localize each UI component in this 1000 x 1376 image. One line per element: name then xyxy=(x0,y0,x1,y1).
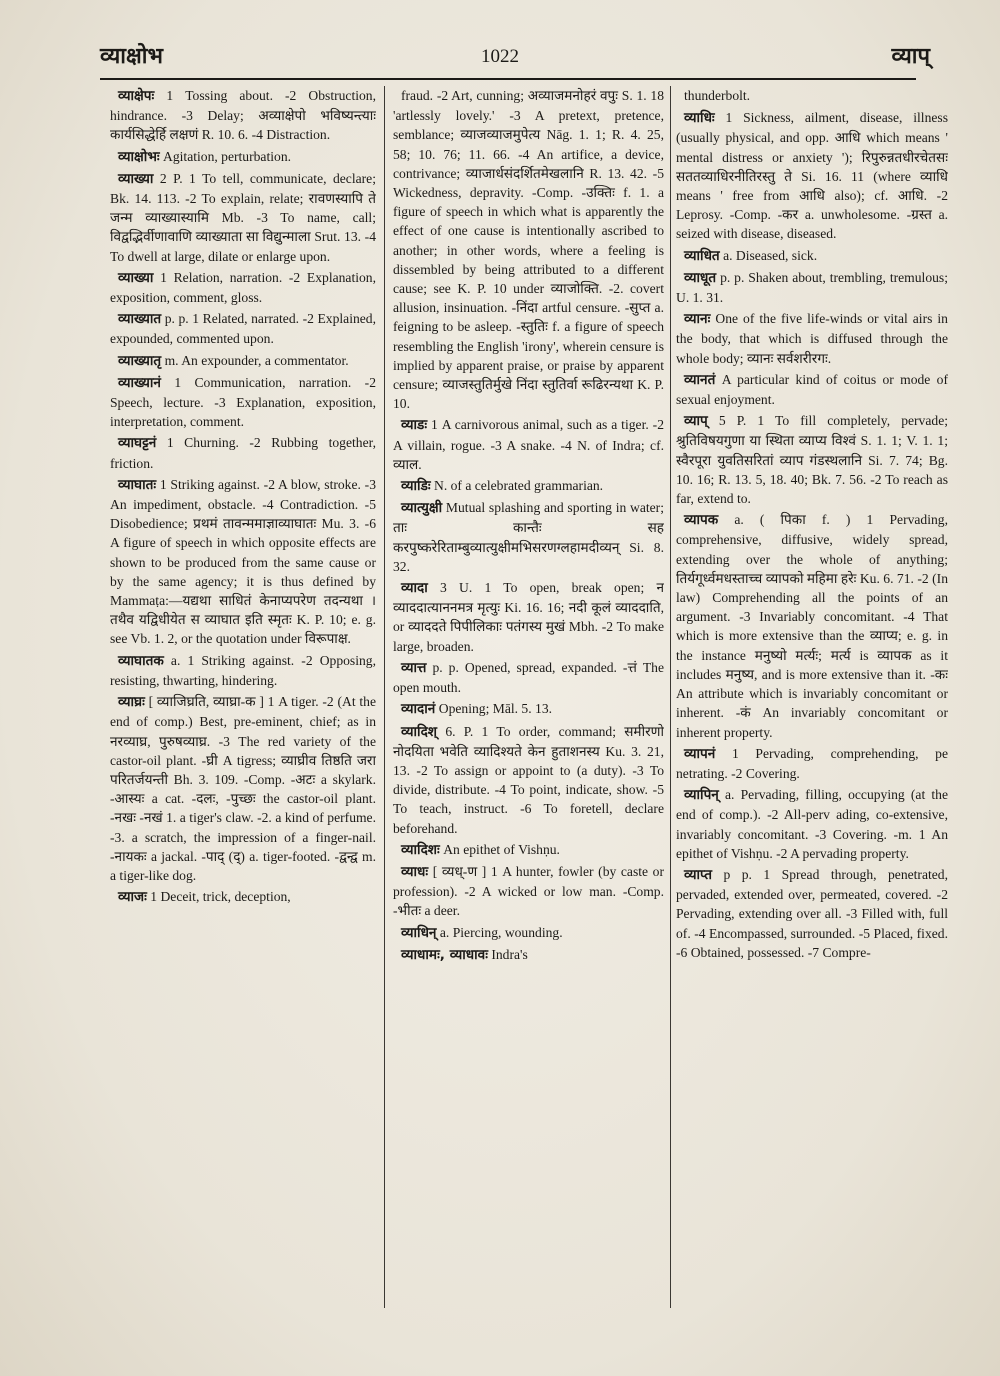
dictionary-entry xyxy=(110,651,376,690)
entry-headword: व्यानतं xyxy=(684,371,716,388)
entry-definition: [ व्याजिघ्रति, व्याघ्रा-क ] 1 A tiger. -2 (At the end of comp.) Best, pre-eminent, chief; as in नरव्याघ्र, पुरुषव्याघ्र. -3 The red variety of the castor-oil plant. -घ्री A tigress; व्याघ्रीव तिष्ठति जरा परितर्जयन्ती Bh. 3. 109. -Comp. -अटः a skylark. -आस्यः a cat. -दलः, -पुच्छः the castor-oil plant. -नखः -नखं 1. a tiger's claw. -2. a kind of perfume. -3. a scratch, the impression of a finger-nail. -नायकः a jackal. -पाद् (द्) a. tiger-footed. -द्वन्द्व m. a tiger-like dog. xyxy=(110,694,376,883)
entry-definition: fraud. -2 Art, cunning; अव्याजमनोहरं वपुः S. 1. 18 'artlessly lovely.' -3 A pretext, pretence, semblance; व्याजव्याजमुपेत्य Nāg. 1. 1; R. 4. 25, 58; 10. 76; 11. 66. -4 An artifice, a device, contrivance; व्याजार्धसंदर्शितमेखलानि R. 13. 42. -5 Wickedness, depravity. -Comp. -उक्तिः f. 1. a figure of speech in which what is apparently the effect of one cause is intentionally ascribed to another; in other words, where a feeling is dissembled by being attributed to a different cause; see K. P. 10 under व्याजोक्ति. -2. covert allusion, insinuation. -निंदा artful censure. -सुप्त a. feigning to be asleep. -स्तुतिः f. a figure of speech resembling the English 'irony', wherein censure is implied by apparent praise, or praise by apparent censure; व्याजस्तुतिर्मुखे निंदा स्तुतिर्वा रूढिरन्यथा K. P. 10. xyxy=(393,88,664,412)
entry-headword: व्यात्त xyxy=(401,659,427,676)
column-divider xyxy=(670,86,671,1308)
entry-headword: व्यापिन् xyxy=(684,787,719,804)
dictionary-entry xyxy=(110,433,376,472)
dictionary-entry xyxy=(393,658,664,697)
entry-headword: व्यापनं xyxy=(684,745,716,762)
entry-definition: 1 Striking against. -2 A blow, stroke. -3 An impediment, obstacle. -4 Contradiction. -5 Disobedience; प्रथमं तावन्ममाज्ञाव्याघातः Mu. 3. -6 A figure of speech in which opposite effects are shown to be produced from the same cause or by the same agency; it is thus defined by Mammaṭa:—यद्यथा साधितं केनाप्यपरेण तदन्यथा । तथैव यद्विधीयेत स व्याघात इति स्मृतः K. P. 10; e. g. see Vb. 1. 2, or the quotation under विरूपाक्ष. xyxy=(110,476,376,647)
dictionary-entry xyxy=(393,86,664,413)
dictionary-entry xyxy=(676,86,948,106)
entry-definition: 5 P. 1 To fill completely, pervade; श्रुतिविषयगुणा या स्थिता व्याप्य विश्वं S. 1. 1; V. 1. 1; स्वैरपूरा युवतिसरितां व्याप गंडस्थलानि Si. 7. 74; Bg. 10. 16; R. 13. 5, 18. 40; Bk. 7. 56. -2 To reach as far, extend to. xyxy=(676,413,948,507)
dictionary-entry xyxy=(676,309,948,368)
dictionary-entry xyxy=(676,510,948,741)
dictionary-entry xyxy=(110,475,376,649)
entry-headword: व्याख्यातृ xyxy=(118,352,162,369)
entry-headword: व्याक्षेपः xyxy=(118,88,155,104)
entry-definition: a. Piercing, wounding. xyxy=(439,924,563,940)
entry-headword: व्याप्त xyxy=(684,866,712,883)
entry-headword: व्याप् xyxy=(684,413,708,430)
dictionary-entry xyxy=(110,351,376,371)
entry-definition: Indra's xyxy=(491,946,528,962)
column-1 xyxy=(110,86,376,1308)
entry-headword: व्याक्षोभः xyxy=(118,148,160,165)
dictionary-entry xyxy=(110,887,376,907)
dictionary-entry xyxy=(393,840,664,860)
entry-definition: An epithet of Vishṇu. xyxy=(443,841,560,857)
entry-headword: व्यानः xyxy=(684,311,711,328)
entry-definition: 3 U. 1 To open, break open; न व्याददात्याननमत्र मृत्युः Ki. 16. 16; नदी कूलं व्याददाति, or व्याददते पिपीलिकाः पतंगस्य मुखं Mbh. -2 To make large, broaden. xyxy=(393,580,664,654)
entry-definition: [ व्यध्-ण ] 1 A hunter, fowler (by caste or profession). -2 A wicked or low man. -Comp. -भीतः a deer. xyxy=(393,863,664,919)
dictionary-entry xyxy=(676,268,948,307)
dictionary-entry xyxy=(393,498,664,576)
entry-headword: व्याजः xyxy=(118,889,147,906)
dictionary-entry xyxy=(393,945,664,965)
dictionary-entry xyxy=(110,268,376,307)
dictionary-entry xyxy=(110,147,376,167)
entry-definition: m. An expounder, a commentator. xyxy=(164,352,349,368)
dictionary-entry xyxy=(393,923,664,943)
entry-headword: व्यादिश् xyxy=(401,723,438,740)
dictionary-entry xyxy=(676,370,948,409)
dictionary-entry xyxy=(393,578,664,656)
entry-definition: p. p. Opened, spread, expanded. -त्तं The open mouth. xyxy=(393,659,664,696)
entry-definition: Agitation, perturbation. xyxy=(163,148,292,164)
entry-definition: 1 Pervading, comprehending, pe netrating. -2 Covering. xyxy=(676,745,948,781)
dictionary-entry xyxy=(393,476,664,496)
entry-definition: Opening; Māl. 5. 13. xyxy=(438,701,553,717)
entry-definition: One of the five life-winds or vital airs in the body, that which is diffused through the whole body; व्यानः सर्वशरीरगः. xyxy=(676,311,948,366)
entry-definition: a. 1 Striking against. -2 Opposing, resisting, thwarting, hindering. xyxy=(110,652,376,688)
entry-headword: व्याधिन् xyxy=(401,924,437,941)
dictionary-entry xyxy=(676,246,948,266)
entry-definition: 1 Communication, narration. -2 Speech, lecture. -3 Explanation, exposition, interpretation, comment. xyxy=(110,374,376,430)
column-3 xyxy=(676,86,948,1308)
dictionary-entry xyxy=(393,722,664,838)
entry-headword: व्याघातः xyxy=(118,476,157,493)
dictionary-entry xyxy=(393,699,664,719)
entry-definition: a. Pervading, filling, occupying (at the end of comp.). -2 All-perv ading, co-extensive, invariably concomitant. -3 Covering. -m. 1 An epithet of Vishṇu. -2 A pervading property. xyxy=(676,787,948,861)
dictionary-entry xyxy=(110,373,376,432)
dictionary-entry xyxy=(110,169,376,266)
entry-definition: p. p. Shaken about, trembling, tremulous; U. 1. 31. xyxy=(676,269,948,306)
entry-definition: 1 Relation, narration. -2 Explanation, exposition, comment, gloss. xyxy=(110,269,376,306)
entry-definition: a. ( पिका f. ) 1 Pervading, comprehensive, diffusive, widely spread, extending over the whole of anything; तिर्यगूर्ध्वमधस्ताच्च व्यापको महिमा हरेः Ku. 6. 71. -2 (In law) Comprehending all the points of an argument. -3 Invariably concomitant. -4 That which is more extensive than the व्याप्य; e. g. in the instance मनुष्यो मर्त्यः; मर्त्य is व्यापक as it includes मनुष्य, and is more extensive than it. -कः An attribute which is invariably concomitant or inherent. -कं An invariably concomitant or inherent property. xyxy=(676,512,948,740)
entry-definition: 1 A carnivorous animal, such as a tiger. -2 A villain, rogue. -3 A snake. -4 N. of Indra; cf. व्याल. xyxy=(393,417,664,472)
entry-definition: A particular kind of coitus or mode of sexual enjoyment. xyxy=(676,371,948,408)
header-right-catchword: व्याप् xyxy=(891,44,930,69)
entry-headword: व्याधः xyxy=(401,863,429,880)
entry-definition: 1 Sickness, ailment, disease, illness (usually physical, and opp. आधि which means ' mental distress or anxiety '); रिपुरुन्नतधीरचेतसः सततव्याधिरनीतिरस्तु ते Si. 16. 11 (where व्याधि means ' free from आधि also); cf. आधि. -2 Leprosy. -Comp. -कर a. unwholesome. -ग्रस्त a. seized with disease, diseased. xyxy=(676,110,948,242)
entry-definition: 1 Tossing about. -2 Obstruction, hindrance. -3 Delay; अव्याक्षेपो भविष्यन्त्याः कार्यसिद्धेर्हि लक्षणं R. 10. 6. -4 Distraction. xyxy=(110,88,376,143)
entry-headword: व्याख्या xyxy=(118,170,154,187)
dictionary-entry xyxy=(393,415,664,474)
entry-headword: व्याघातक xyxy=(118,652,164,669)
dictionary-entry xyxy=(110,692,376,885)
page-number: 1022 xyxy=(481,46,519,67)
entry-headword: व्यादिशः xyxy=(401,841,440,858)
column-2 xyxy=(393,86,664,1308)
column-divider xyxy=(384,86,385,1308)
entry-headword: व्यादा xyxy=(401,580,428,597)
entry-headword: व्याधिः xyxy=(684,110,715,127)
entry-headword: व्याघट्टनं xyxy=(118,435,157,452)
entry-definition: p. p. 1 Related, narrated. -2 Explained, expounded, commented upon. xyxy=(110,311,376,347)
dictionary-entry xyxy=(676,865,948,962)
entry-headword: व्याधूत xyxy=(684,269,717,286)
entry-headword: व्याख्यानं xyxy=(118,374,161,391)
entry-headword: व्याडः xyxy=(401,417,428,434)
dictionary-entry xyxy=(676,108,948,243)
entry-headword: व्याधित xyxy=(684,247,720,264)
entry-headword: व्यात्युक्षी xyxy=(401,500,443,517)
entry-definition: Mutual splashing and sporting in water; ताः कान्तैः सह करपुष्करेरिताम्बुव्यात्युक्षीमभिसरणग्लहामदीव्यन् Si. 8. 32. xyxy=(393,500,664,574)
entry-headword: व्याख्यात xyxy=(118,311,162,328)
entry-headword: व्यापक xyxy=(684,512,719,529)
entry-headword: व्याघ्रः xyxy=(118,694,145,711)
entry-headword: व्याधामः, व्याधावः xyxy=(401,946,488,963)
dictionary-entry xyxy=(676,785,948,863)
entry-definition: 6. P. 1 To order, command; समीरणो नोदयिता भवेति व्यादिश्यते केन हुताशनस्य Ku. 3. 21, 13. -2 To assign or appoint to (a duty). -3 To divide, distribute. -4 To point, indicate, show. -5 To teach, instruct. -6 To foretell, declare beforehand. xyxy=(393,723,664,836)
entry-definition: 2 P. 1 To tell, communicate, declare; Bk. 14. 113. -2 To explain, relate; रावणस्यापि ते जन्म व्याख्यास्यामि Mb. -3 To name, call; विद्वद्भिर्वीणावाणि व्याख्याता सा विद्युन्माला Srut. 13. -4 To dwell at large, dilate or enlarge upon. xyxy=(110,170,376,264)
entry-definition: thunderbolt. xyxy=(684,88,751,103)
dictionary-entry xyxy=(393,862,664,921)
entry-definition: 1 Deceit, trick, deception, xyxy=(150,889,291,905)
dictionary-entry xyxy=(676,411,948,508)
header-left-catchword: व्याक्षोभ xyxy=(100,44,163,69)
dictionary-entry xyxy=(110,86,376,145)
entry-headword: व्याडिः xyxy=(401,478,431,495)
entry-definition: N. of a celebrated grammarian. xyxy=(434,478,604,494)
entry-definition: 1 Churning. -2 Rubbing together, friction. xyxy=(110,435,376,471)
dictionary-entry xyxy=(676,744,948,783)
entry-headword: व्याख्या xyxy=(118,269,154,286)
entry-definition: p p. 1 Spread through, penetrated, pervaded, extended over, permeated, covered. -2 Pervading, extending over all. -3 Filled with, full of. -4 Encompassed, surrounded. -5 Placed, fixed. -6 Obtained, possessed. -7 Compre- xyxy=(676,866,948,960)
dictionary-entry xyxy=(110,309,376,348)
entry-headword: व्यादानं xyxy=(401,701,436,718)
entry-definition: a. Diseased, sick. xyxy=(723,247,818,263)
